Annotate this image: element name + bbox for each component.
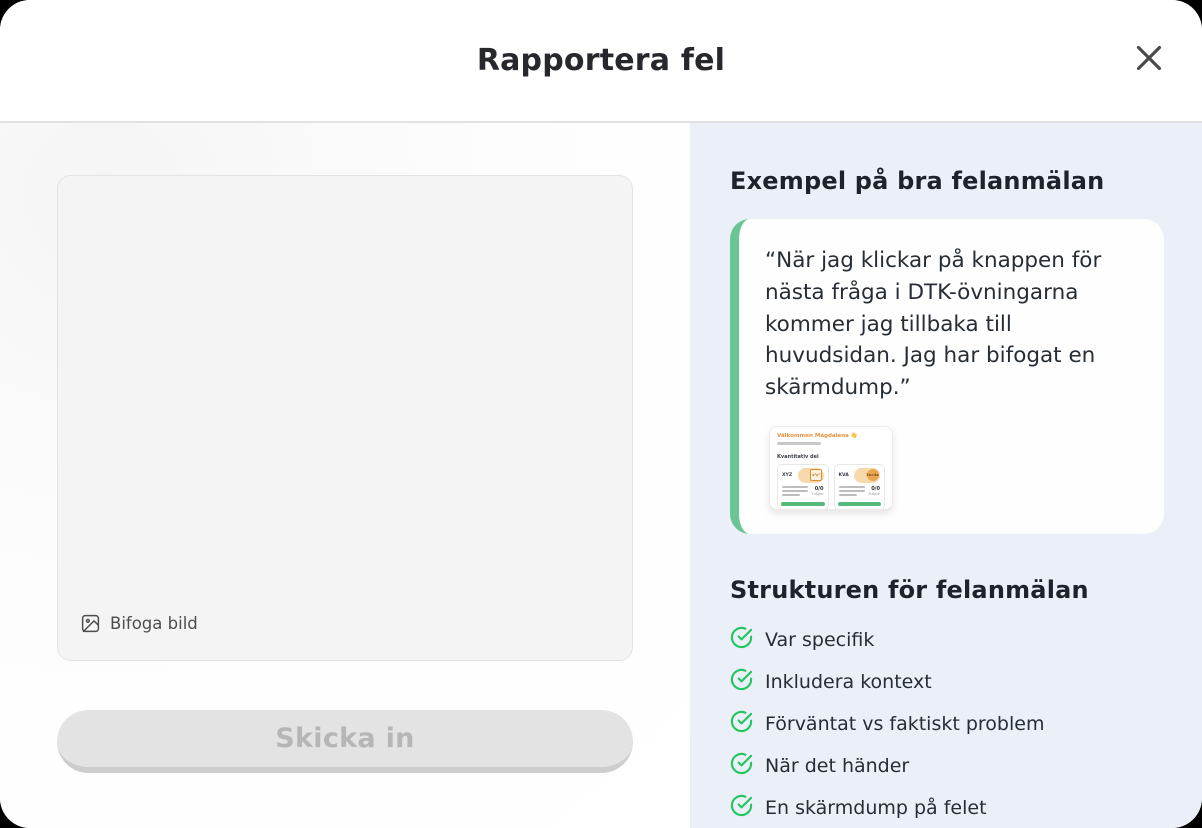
example-heading: Exempel på bra felanmälan — [730, 167, 1105, 195]
example-quote-card — [730, 219, 1164, 534]
attach-image-button[interactable] — [80, 613, 198, 634]
thumbnail-card-kva — [834, 464, 886, 510]
example-quote-text: “När jag klickar på knappen för nästa fråga i DTK-övningarna kommer jag tillbaka till huvudsidan. Jag har bifogat en skärmdump.” — [765, 248, 1102, 401]
thumbnail-card-progress-bar — [838, 502, 882, 506]
checklist-item-label: När det händer — [765, 754, 910, 777]
thumbnail-card-label: KVA — [838, 472, 849, 478]
thumbnail-subtitle-placeholder — [777, 442, 821, 445]
check-circle-icon — [730, 752, 753, 779]
thumbnail-card-xyz — [777, 464, 829, 510]
check-circle-icon — [730, 710, 753, 737]
image-icon — [80, 613, 101, 634]
modal-title: Rapportera fel — [476, 43, 726, 78]
example-screenshot-thumbnail — [769, 426, 893, 510]
checklist-item-label: Var specifik — [765, 628, 875, 651]
check-circle-icon — [730, 668, 753, 695]
thumbnail-card-description-placeholder — [839, 486, 865, 498]
modal-body — [0, 123, 1202, 828]
thumbnail-card-description-placeholder — [782, 486, 808, 498]
checklist-item — [730, 710, 1164, 737]
thumbnail-welcome-text: Välkommen Magdalena 👋 — [777, 433, 858, 440]
checklist-item — [730, 668, 1164, 695]
check-circle-icon — [730, 794, 753, 821]
thumbnail-card-progress-bar — [781, 502, 825, 506]
attach-image-label: Bifoga bild — [110, 614, 198, 633]
bug-description-input[interactable] — [57, 175, 633, 661]
structure-heading: Strukturen för felanmälan — [730, 576, 1089, 605]
thumbnail-card-icon: 2a=4a — [854, 468, 880, 483]
thumbnail-card-label: XYZ — [782, 472, 793, 478]
report-form-pane — [0, 123, 690, 828]
checklist-item — [730, 794, 1164, 821]
checklist-item — [730, 752, 1164, 779]
check-circle-icon — [730, 626, 753, 653]
checklist-item-label: En skärmdump på felet — [765, 796, 987, 819]
thumbnail-card-score-unit: Frågor — [812, 491, 824, 496]
close-icon — [1131, 40, 1167, 79]
close-button[interactable] — [1128, 38, 1170, 80]
structure-checklist — [730, 626, 1164, 821]
thumbnail-card-icon: x²y² — [798, 468, 824, 483]
thumbnail-card-score: 0/0 — [814, 485, 824, 492]
thumbnail-card-score: 0/0 — [871, 485, 880, 492]
checklist-item-label: Inkludera kontext — [765, 670, 932, 693]
checklist-item — [730, 626, 1164, 653]
thumbnail-section-label: Kvantitativ del — [777, 453, 819, 460]
modal-header — [0, 0, 1202, 123]
submit-button[interactable]: Skicka in — [57, 710, 633, 773]
checklist-item-label: Förväntat vs faktiskt problem — [765, 712, 1045, 735]
thumbnail-cards — [777, 464, 885, 510]
thumbnail-card-score-unit: Frågor — [868, 491, 880, 496]
help-pane — [690, 123, 1202, 828]
